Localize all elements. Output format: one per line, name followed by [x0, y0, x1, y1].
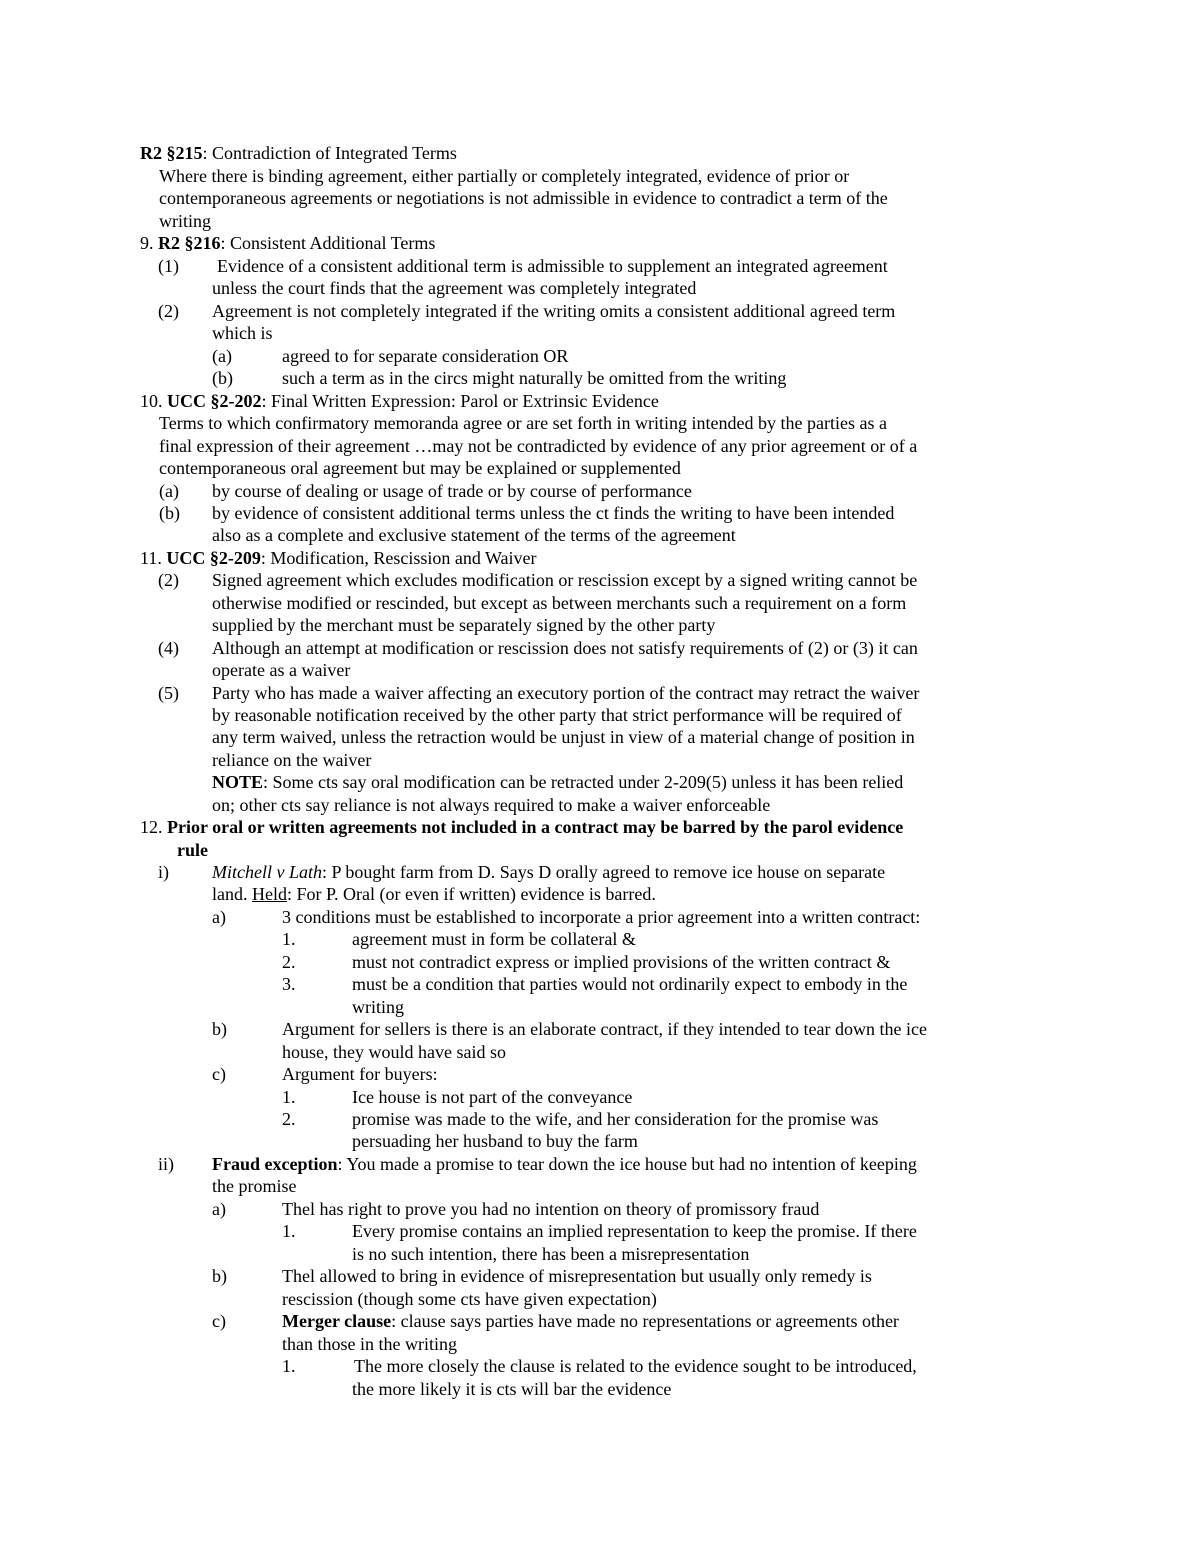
list-item-text: the promise	[212, 1176, 297, 1196]
section-code: UCC §2-202	[167, 391, 262, 411]
section-code: UCC §2-209	[166, 548, 261, 568]
list-item-text: such a term as in the circs might naturally be omitted from the writing	[282, 368, 787, 388]
list-item-text: the more likely it is cts will bar the evidence	[352, 1379, 672, 1399]
section-heading-r2-216	[140, 232, 435, 254]
list-label: (2)	[158, 570, 179, 590]
list-item-text: Although an attempt at modification or rescission does not satisfy requirements of (2) or (3) it can	[212, 638, 918, 658]
list-label: (b)	[212, 368, 233, 388]
list-label: (1)	[158, 256, 179, 276]
list-item-text: house, they would have said so	[282, 1042, 506, 1062]
list-label: 3.	[282, 974, 296, 994]
list-item-text: Thel has right to prove you had no intention on theory of promissory fraud	[282, 1199, 820, 1219]
section-number: 12.	[140, 817, 163, 837]
list-item-text: The more closely the clause is related to the evidence sought to be introduced,	[354, 1356, 917, 1376]
list-item-text: Evidence of a consistent additional term is admissible to supplement an integrated agreement	[217, 256, 888, 276]
list-item-text: rescission (though some cts have given expectation)	[282, 1289, 657, 1309]
merger-clause-label: Merger clause	[282, 1311, 392, 1331]
list-item-text: Party who has made a waiver affecting an executory portion of the contract may retract the waiver	[212, 683, 920, 703]
list-label: a)	[212, 1199, 226, 1219]
list-item-text: by course of dealing or usage of trade or by course of performance	[212, 481, 692, 501]
list-item-text: agreement must in form be collateral &	[352, 929, 636, 949]
list-label: (a)	[212, 346, 232, 366]
section-code: R2 §215	[140, 143, 203, 163]
section-heading-parol-evidence	[140, 816, 903, 838]
list-item-text: by reasonable notification received by the other party that strict performance will be required of	[212, 705, 902, 725]
list-label: 2.	[282, 952, 296, 972]
list-label: a)	[212, 907, 226, 927]
paragraph-line: Where there is binding agreement, either partially or completely integrated, evidence of prior or	[159, 166, 850, 186]
list-item-text: which is	[212, 323, 273, 343]
list-item-text: otherwise modified or rescinded, but except as between merchants such a requirement on a form	[212, 593, 907, 613]
section-number: 9.	[140, 233, 154, 253]
paragraph-line: final expression of their agreement …may not be contradicted by evidence of any prior agreement or of a	[159, 436, 918, 456]
section-heading-ucc-2-209	[140, 547, 537, 569]
list-label: (2)	[158, 301, 179, 321]
list-item-text: agreed to for separate consideration OR	[282, 346, 569, 366]
list-item-text: any term waived, unless the retraction would be unjust in view of a material change of position in	[212, 727, 915, 747]
list-item-text: operate as a waiver	[212, 660, 351, 680]
list-item-text: supplied by the merchant must be separately signed by the other party	[212, 615, 716, 635]
note-line	[212, 771, 903, 793]
merger-clause-line: Merger clause: clause says parties have made no representations or agreements other	[282, 1311, 899, 1331]
section-heading-ucc-2-202	[140, 390, 659, 412]
section-heading-continued: rule	[177, 840, 208, 860]
section-heading-text: Prior oral or written agreements not included in a contract may be barred by the parol evidence	[167, 817, 904, 837]
list-item-text: Signed agreement which excludes modification or rescission except by a signed writing cannot be	[212, 570, 918, 590]
list-label: 1.	[282, 1221, 296, 1241]
list-item-text: Argument for sellers is there is an elaborate contract, if they intended to tear down the ice	[282, 1019, 927, 1039]
section-title: : Contradiction of Integrated Terms	[202, 143, 457, 163]
case-line: land. Held: For P. Oral (or even if written) evidence is barred.	[212, 884, 656, 904]
paragraph-line: writing	[159, 211, 211, 231]
note-line: on; other cts say reliance is not always required to make a waiver enforceable	[212, 795, 771, 815]
list-label: i)	[158, 862, 169, 882]
list-item-text: promise was made to the wife, and her consideration for the promise was	[352, 1109, 879, 1129]
list-item-text: persuading her husband to buy the farm	[352, 1131, 638, 1151]
paragraph-line: contemporaneous oral agreement but may be explained or supplemented	[159, 458, 681, 478]
list-item-text: Argument for buyers:	[282, 1064, 438, 1084]
list-label: (5)	[158, 683, 179, 703]
list-item-text: must not contradict express or implied provisions of the written contract &	[352, 952, 891, 972]
list-label: (4)	[158, 638, 179, 658]
list-label: 1.	[282, 1356, 296, 1376]
list-item-text: also as a complete and exclusive statement of the terms of the agreement	[212, 525, 736, 545]
paragraph-line: Terms to which confirmatory memoranda agree or are set forth in writing intended by the parties as a	[159, 413, 887, 433]
case-line: Mitchell v Lath: P bought farm from D. Says D orally agreed to remove ice house on separate	[212, 862, 886, 882]
list-label: ii)	[158, 1154, 174, 1174]
list-label: 1.	[282, 929, 296, 949]
list-label: b)	[212, 1266, 227, 1286]
list-label: c)	[212, 1064, 226, 1084]
section-title: : Final Written Expression: Parol or Extrinsic Evidence	[261, 391, 659, 411]
fraud-exception-label: Fraud exception	[212, 1154, 338, 1174]
list-item-text: writing	[352, 997, 404, 1017]
note-text: : Some cts say oral modification can be retracted under 2-209(5) unless it has been relied	[263, 772, 904, 792]
section-code: R2 §216	[158, 233, 221, 253]
held-label: Held	[252, 884, 287, 904]
list-label: 2.	[282, 1109, 296, 1129]
list-item-text: must be a condition that parties would not ordinarily expect to embody in the	[352, 974, 908, 994]
fraud-exception-line: Fraud exception: You made a promise to tear down the ice house but had no intention of keeping	[212, 1154, 917, 1174]
case-name: Mitchell v Lath	[212, 862, 322, 882]
list-item-text: Thel allowed to bring in evidence of misrepresentation but usually only remedy is	[282, 1266, 872, 1286]
list-item-text: is no such intention, there has been a misrepresentation	[352, 1244, 750, 1264]
list-label: c)	[212, 1311, 226, 1331]
note-label: NOTE	[212, 772, 264, 792]
section-number: 11.	[140, 548, 162, 568]
section-title: : Modification, Rescission and Waiver	[260, 548, 537, 568]
list-label: 1.	[282, 1087, 296, 1107]
list-label: (a)	[159, 481, 179, 501]
section-heading-r2-215	[140, 142, 457, 164]
list-item-text: than those in the writing	[282, 1334, 457, 1354]
list-item-text: Every promise contains an implied representation to keep the promise. If there	[352, 1221, 917, 1241]
list-item-text: reliance on the waiver	[212, 750, 372, 770]
list-item-text: Agreement is not completely integrated if the writing omits a consistent additional agreed term	[212, 301, 896, 321]
section-number: 10.	[140, 391, 163, 411]
paragraph-line: contemporaneous agreements or negotiations is not admissible in evidence to contradict a term of the	[159, 188, 888, 208]
list-label: (b)	[159, 503, 180, 523]
section-title: : Consistent Additional Terms	[220, 233, 436, 253]
list-item-text: 3 conditions must be established to incorporate a prior agreement into a written contract:	[282, 907, 921, 927]
list-item-text: Ice house is not part of the conveyance	[352, 1087, 633, 1107]
list-label: b)	[212, 1019, 227, 1039]
list-item-text: by evidence of consistent additional terms unless the ct finds the writing to have been intended	[212, 503, 895, 523]
list-item-text: unless the court finds that the agreement was completely integrated	[212, 278, 697, 298]
